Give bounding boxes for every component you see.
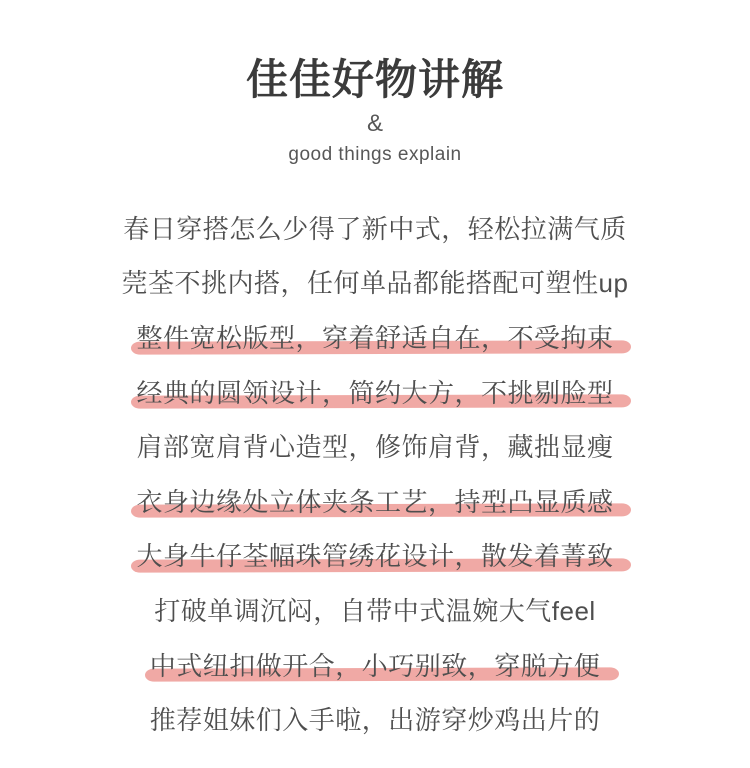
- line-text: 春日穿搭怎么少得了新中式，轻松拉满气质: [123, 213, 627, 244]
- description-line: [0, 582, 750, 637]
- description-line-highlighted: [0, 637, 750, 692]
- ampersand-divider: &: [366, 110, 383, 137]
- description-line-highlighted: [0, 473, 750, 528]
- line-text: 大身牛仔荃幅珠管绣花设计，散发着菁致: [136, 541, 614, 572]
- description-line: [0, 200, 750, 255]
- description-line: [0, 691, 750, 746]
- page-subtitle: good things explain: [288, 144, 462, 165]
- line-text: 整件宽松版型，穿着舒适自在，不受拘束: [136, 322, 614, 353]
- line-text: 莞荃不挑内搭，任何单品都能搭配可塑性up: [121, 268, 629, 299]
- line-text: 推荐姐妹们入手啦，出游穿炒鸡出片的: [149, 705, 601, 736]
- line-text: 衣身边缘处立体夹条工艺，持型凸显质感: [136, 486, 614, 517]
- description-line-highlighted: [0, 309, 750, 364]
- line-text: 中式纽扣做开合，小巧别致，穿脱方便: [149, 650, 601, 681]
- line-text: 肩部宽肩背心造型，修饰肩背，藏拙显瘦: [136, 432, 614, 463]
- line-text: 打破单调沉闷，自带中式温婉大气feel: [154, 595, 596, 626]
- line-text: 经典的圆领设计，简约大方，不挑剔脸型: [136, 377, 614, 408]
- page-header: [0, 0, 750, 165]
- description-line-highlighted: [0, 528, 750, 583]
- description-line: [0, 418, 750, 473]
- page-title: 佳佳好物讲解: [245, 56, 504, 103]
- description-body: [0, 200, 750, 746]
- description-line: [0, 255, 750, 310]
- description-line-highlighted: [0, 364, 750, 419]
